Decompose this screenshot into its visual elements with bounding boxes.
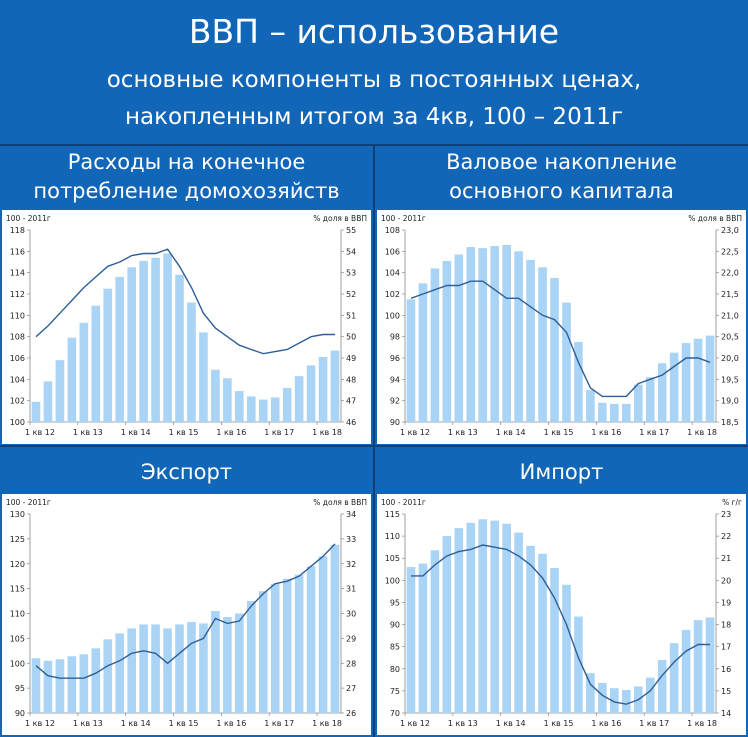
bar <box>199 623 208 713</box>
left-tick-label: 100 <box>9 659 25 669</box>
bar <box>103 639 112 713</box>
x-tick-label: 1 кв 12 <box>25 719 55 728</box>
bar <box>259 400 268 422</box>
bar <box>502 245 511 422</box>
left-tick-label: 108 <box>9 332 25 342</box>
right-tick-label: 54 <box>346 247 357 257</box>
left-tick-label: 104 <box>384 268 400 278</box>
bar <box>466 523 475 713</box>
bar <box>598 403 607 422</box>
left-tick-label: 115 <box>9 584 25 594</box>
bar <box>319 556 328 713</box>
x-tick-label: 1 кв 17 <box>264 428 295 437</box>
bar <box>44 661 53 713</box>
bar <box>44 381 53 422</box>
left-tick-label: 116 <box>9 247 25 257</box>
bar <box>259 591 268 713</box>
right-tick-label: 22,5 <box>721 247 739 257</box>
x-tick-label: 1 кв 17 <box>264 719 295 728</box>
bar <box>187 303 196 422</box>
chart-export-svg <box>2 494 371 735</box>
panel-title-line1: Валовое накопление <box>446 150 677 174</box>
right-tick-label: 34 <box>346 510 357 519</box>
bar <box>283 579 292 713</box>
x-tick-label: 1 кв 17 <box>639 719 670 728</box>
left-tick-label: 94 <box>389 375 400 385</box>
x-tick-label: 1 кв 13 <box>447 719 478 728</box>
panel-title-export <box>0 458 373 487</box>
right-tick-label: 18 <box>721 620 732 630</box>
x-tick-label: 1 кв 14 <box>495 428 526 437</box>
left-tick-label: 100 <box>9 418 25 427</box>
right-tick-label: 55 <box>346 226 357 235</box>
left-tick-label: 120 <box>9 559 25 569</box>
bar <box>646 377 655 422</box>
panel-title-line2: потребление домохозяйств <box>33 179 340 203</box>
panel-title-line1: Расходы на конечное <box>67 150 306 174</box>
left-tick-label: 105 <box>384 554 400 564</box>
right-tick-label: 22,0 <box>721 268 739 278</box>
bar <box>502 524 511 713</box>
right-unit-label: % г/г <box>722 498 742 507</box>
left-tick-label: 100 <box>384 311 400 321</box>
right-tick-label: 21 <box>721 554 732 564</box>
bar <box>175 275 184 422</box>
bar <box>407 567 416 713</box>
right-tick-label: 23 <box>721 510 732 519</box>
left-tick-label: 85 <box>389 642 400 652</box>
x-tick-label: 1 кв 16 <box>591 428 622 437</box>
bar <box>610 404 619 422</box>
panel-title-line1: Импорт <box>519 460 604 484</box>
panel-title-import <box>375 458 748 487</box>
bar <box>235 391 244 422</box>
bar <box>455 255 464 422</box>
right-tick-label: 26 <box>346 709 357 718</box>
x-tick-label: 1 кв 14 <box>120 719 151 728</box>
bar <box>80 323 89 422</box>
left-tick-label: 104 <box>9 375 25 385</box>
right-tick-label: 53 <box>346 268 357 278</box>
bar <box>562 303 571 422</box>
x-tick-label: 1 кв 13 <box>447 428 478 437</box>
bar <box>211 611 220 713</box>
bar <box>307 566 316 713</box>
left-tick-label: 90 <box>389 620 400 630</box>
x-tick-label: 1 кв 13 <box>72 428 103 437</box>
panel-title-line1: Экспорт <box>140 460 233 484</box>
bar <box>80 654 89 713</box>
bar <box>68 338 77 422</box>
left-tick-label: 102 <box>9 396 25 406</box>
left-tick-label: 96 <box>389 354 400 363</box>
x-tick-label: 1 кв 18 <box>687 719 718 728</box>
x-tick-label: 1 кв 14 <box>495 719 526 728</box>
right-tick-label: 20,5 <box>721 332 739 342</box>
x-tick-label: 1 кв 15 <box>543 428 574 437</box>
bar <box>407 299 416 422</box>
chart-export <box>2 494 371 735</box>
x-tick-label: 1 кв 16 <box>591 719 622 728</box>
panel-title-consumption <box>0 148 373 206</box>
bar <box>115 277 124 422</box>
chart-investment <box>377 210 746 444</box>
bar <box>187 622 196 713</box>
bar <box>670 643 679 713</box>
right-tick-label: 30 <box>346 609 357 619</box>
bar <box>175 624 184 713</box>
x-tick-label: 1 кв 14 <box>120 428 151 437</box>
bar <box>103 289 112 422</box>
right-tick-label: 14 <box>721 709 732 718</box>
bar <box>163 253 172 422</box>
right-tick-label: 19 <box>721 598 732 608</box>
right-tick-label: 19,5 <box>721 375 739 385</box>
bar <box>586 390 595 422</box>
left-tick-label: 110 <box>384 532 400 542</box>
x-tick-label: 1 кв 18 <box>687 428 718 437</box>
bar <box>127 628 136 713</box>
bar <box>526 546 535 713</box>
bar <box>490 521 499 713</box>
right-tick-label: 51 <box>346 311 357 321</box>
left-unit-label: 100 - 2011г <box>6 498 51 507</box>
bar <box>139 624 148 713</box>
left-tick-label: 112 <box>9 290 25 299</box>
bar <box>443 536 452 713</box>
left-tick-label: 90 <box>389 418 400 427</box>
bar <box>271 584 280 713</box>
bar <box>478 248 487 422</box>
right-tick-label: 17 <box>721 642 732 652</box>
chart-consumption-svg <box>2 210 371 444</box>
bar <box>115 633 124 713</box>
x-tick-label: 1 кв 16 <box>216 719 247 728</box>
right-tick-label: 33 <box>346 534 357 544</box>
right-tick-label: 20 <box>721 576 732 586</box>
x-tick-label: 1 кв 13 <box>72 719 103 728</box>
right-tick-label: 52 <box>346 290 357 299</box>
left-tick-label: 114 <box>9 268 25 278</box>
left-unit-label: 100 - 2011г <box>6 214 51 223</box>
bar <box>466 247 475 422</box>
left-unit-label: 100 - 2011г <box>381 214 426 223</box>
x-tick-label: 1 кв 15 <box>168 719 199 728</box>
left-tick-label: 98 <box>389 332 400 342</box>
divider-vertical <box>373 144 375 737</box>
bar <box>455 528 464 713</box>
bar <box>419 283 428 422</box>
chart-import-svg <box>377 494 746 735</box>
x-tick-label: 1 кв 15 <box>543 719 574 728</box>
bar <box>419 564 428 713</box>
bar <box>538 267 547 422</box>
left-tick-label: 115 <box>384 510 400 519</box>
left-tick-label: 100 <box>384 576 400 586</box>
left-tick-label: 125 <box>9 534 25 544</box>
bar <box>271 397 280 422</box>
page-subtitle-line2: накопленным итогом за 4кв, 100 – 2011г <box>124 104 624 130</box>
bar <box>331 545 340 713</box>
page-subtitle-line1: основные компоненты в постоянных ценах, <box>106 67 642 93</box>
bar <box>151 624 160 713</box>
bar <box>127 267 136 422</box>
left-unit-label: 100 - 2011г <box>381 498 426 507</box>
bar <box>68 656 77 713</box>
right-tick-label: 21,0 <box>721 311 739 321</box>
panel-title-line2: основного капитала <box>449 179 674 203</box>
bar <box>295 376 304 422</box>
bar <box>247 601 256 713</box>
bar <box>634 385 643 422</box>
x-tick-label: 1 кв 18 <box>312 719 343 728</box>
bar <box>247 396 256 422</box>
x-tick-label: 1 кв 18 <box>312 428 343 437</box>
x-tick-label: 1 кв 16 <box>216 428 247 437</box>
bar <box>139 261 148 422</box>
bar <box>682 343 691 422</box>
x-tick-label: 1 кв 12 <box>400 719 430 728</box>
chart-investment-svg <box>377 210 746 444</box>
bar <box>646 678 655 713</box>
bar <box>283 388 292 422</box>
left-tick-label: 118 <box>9 226 25 235</box>
left-tick-label: 95 <box>389 598 400 608</box>
left-tick-label: 106 <box>384 247 400 257</box>
bar <box>706 617 715 713</box>
left-tick-label: 105 <box>9 634 25 644</box>
right-unit-label: % доля в ВВП <box>313 498 367 507</box>
bar <box>56 360 65 422</box>
left-tick-label: 75 <box>389 686 400 696</box>
chart-import <box>377 494 746 735</box>
right-tick-label: 47 <box>346 396 357 406</box>
bar <box>526 260 535 422</box>
right-tick-label: 20,0 <box>721 354 739 363</box>
right-tick-label: 19,0 <box>721 396 739 406</box>
bar <box>91 306 100 422</box>
left-tick-label: 80 <box>389 664 400 674</box>
left-tick-label: 110 <box>9 311 25 321</box>
bar <box>694 339 703 422</box>
bar <box>56 659 65 713</box>
bar <box>550 568 559 713</box>
right-tick-label: 23,0 <box>721 226 739 235</box>
bar <box>658 660 667 713</box>
bar <box>319 357 328 422</box>
bar <box>32 402 41 422</box>
bar <box>223 378 232 422</box>
left-tick-label: 102 <box>384 290 400 299</box>
bar <box>514 251 523 422</box>
bar <box>331 351 340 422</box>
x-tick-label: 1 кв 12 <box>25 428 55 437</box>
left-tick-label: 110 <box>9 609 25 619</box>
right-unit-label: % доля в ВВП <box>688 214 742 223</box>
left-tick-label: 130 <box>9 510 25 519</box>
bar <box>622 690 631 713</box>
bar <box>598 683 607 713</box>
x-tick-label: 1 кв 17 <box>639 428 670 437</box>
right-tick-label: 27 <box>346 684 357 694</box>
bar <box>151 258 160 422</box>
page-title: ВВП – использование <box>188 12 560 51</box>
bar <box>295 575 304 713</box>
x-tick-label: 1 кв 15 <box>168 428 199 437</box>
left-tick-label: 90 <box>14 709 25 718</box>
bar <box>235 614 244 714</box>
bar <box>490 246 499 422</box>
right-tick-label: 50 <box>346 332 357 342</box>
right-tick-label: 29 <box>346 634 357 644</box>
right-tick-label: 46 <box>346 418 357 427</box>
bar <box>163 628 172 713</box>
bar <box>550 278 559 422</box>
bar <box>514 533 523 713</box>
right-tick-label: 32 <box>346 559 357 569</box>
header <box>0 0 748 144</box>
right-tick-label: 21,5 <box>721 290 739 299</box>
right-tick-label: 16 <box>721 664 732 674</box>
left-tick-label: 108 <box>384 226 400 235</box>
right-tick-label: 22 <box>721 532 732 542</box>
bar <box>91 648 100 713</box>
bar <box>706 336 715 422</box>
left-tick-label: 106 <box>9 354 25 363</box>
right-tick-label: 48 <box>346 375 357 385</box>
bar <box>622 404 631 422</box>
bar <box>562 585 571 713</box>
left-tick-label: 92 <box>389 396 400 406</box>
right-unit-label: % доля в ВВП <box>313 214 367 223</box>
left-tick-label: 70 <box>389 709 400 718</box>
chart-consumption <box>2 210 371 444</box>
right-tick-label: 49 <box>346 354 357 363</box>
right-tick-label: 18,5 <box>721 418 739 427</box>
right-tick-label: 28 <box>346 659 357 669</box>
left-tick-label: 95 <box>14 684 25 694</box>
bar <box>199 332 208 422</box>
bar <box>694 620 703 713</box>
bar <box>307 365 316 422</box>
bar <box>211 370 220 422</box>
bar <box>682 630 691 713</box>
bar <box>223 617 232 713</box>
bar <box>670 353 679 422</box>
panel-title-investment <box>375 148 748 206</box>
right-tick-label: 15 <box>721 686 732 696</box>
right-tick-label: 31 <box>346 584 357 594</box>
bar <box>478 519 487 713</box>
x-tick-label: 1 кв 12 <box>400 428 430 437</box>
bar <box>431 550 440 713</box>
